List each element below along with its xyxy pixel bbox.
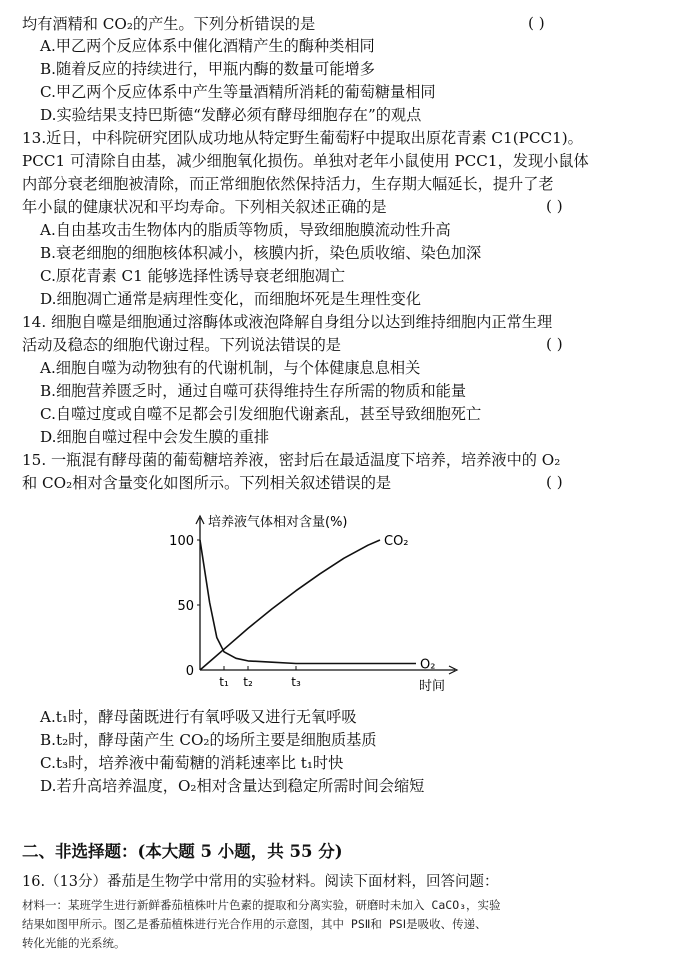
series-line-co2 <box>200 540 380 670</box>
x-tick-label: t₃ <box>291 675 301 689</box>
q13-line-3: 内部分衰老细胞被清除，而正常细胞依然保持活力，生存期大幅延长，提升了老 <box>22 175 554 193</box>
y-tick-label: 100 <box>169 534 194 549</box>
series-label: O₂ <box>420 657 436 673</box>
x-axis-label: 时间 <box>418 679 446 694</box>
q13-answer-paren: ( ) <box>546 197 563 215</box>
q14-line-1: 14. 细胞自噬是细胞通过溶酶体或液泡降解自身组分以达到维持细胞内正常生理 <box>22 313 553 331</box>
q13-option-c: C.原花青素 C1 能够选择性诱导衰老细胞凋亡 <box>40 267 346 285</box>
q16-material-line-3: 转化光能的光系统。 <box>22 936 126 950</box>
series-label: CO₂ <box>384 534 409 549</box>
q12-stem: 均有酒精和 CO₂的产生。下列分析错误的是 <box>22 15 316 33</box>
q12-option-d: D.实验结果支持巴斯德“发酵必须有酵母细胞存在”的观点 <box>40 106 422 124</box>
q13-option-a: A.自由基攻击生物体内的脂质等物质，导致细胞膜流动性升高 <box>40 221 451 239</box>
q15-option-d: D.若升高培养温度，O₂相对含量达到稳定所需时间会缩短 <box>40 777 425 795</box>
q14-option-b: B.细胞营养匮乏时，通过自噬可获得维持生存所需的物质和能量 <box>40 382 467 400</box>
q15-option-a: A.t₁时，酵母菌既进行有氧呼吸又进行无氧呼吸 <box>40 708 357 726</box>
series-line-o2 <box>200 540 416 664</box>
q12-option-b: B.随着反应的持续进行，甲瓶内酶的数量可能增多 <box>40 60 375 78</box>
q13-option-b: B.衰老细胞的细胞核体积减小，核膜内折，染色质收缩、染色加深 <box>40 244 482 262</box>
q13-line-4: 年小鼠的健康状况和平均寿命。下列相关叙述正确的是 <box>22 198 387 216</box>
q15-line-1: 15. 一瓶混有酵母菌的葡萄糖培养液，密封后在最适温度下培养，培养液中的 O₂ <box>22 451 561 469</box>
q13-option-d: D.细胞凋亡通常是病理性变化，而细胞坏死是生理性变化 <box>40 290 421 308</box>
q16-material-line-1: 材料一：某班学生进行新鲜番茄植株叶片色素的提取和分离实验，研磨时未加入 CaCO₃，实验 <box>22 898 501 912</box>
q15-option-c: C.t₃时，培养液中葡萄糖的消耗速率比 t₁时快 <box>40 754 344 772</box>
section-heading: 二、非选择题：(本大题 5 小题，共 55 分) <box>22 842 343 861</box>
y-axis-label: 培养液气体相对含量(%) <box>208 515 348 530</box>
q16-stem: 16.（13分）番茄是生物学中常用的实验材料。阅读下面材料，回答问题： <box>22 874 499 890</box>
q12-option-c: C.甲乙两个反应体系中产生等量酒精所消耗的葡萄糖量相同 <box>40 83 436 101</box>
q15-line-2: 和 CO₂相对含量变化如图所示。下列相关叙述错误的是 <box>22 474 392 492</box>
q14-option-c: C.自噬过度或自噬不足都会引发细胞代谢紊乱，甚至导致细胞死亡 <box>40 405 482 423</box>
q14-option-a: A.细胞自噬为动物独有的代谢机制，与个体健康息息相关 <box>40 359 421 377</box>
q12-answer-paren: ( ) <box>528 14 545 32</box>
q16-material-line-2: 结果如图甲所示。图乙是番茄植株进行光合作用的示意图，其中 PSⅡ和 PSⅠ是吸收、传递、 <box>22 917 487 931</box>
q14-option-d: D.细胞自噬过程中会发生膜的重排 <box>40 428 270 446</box>
q15-option-b: B.t₂时，酵母菌产生 CO₂的场所主要是细胞质基质 <box>40 731 377 749</box>
q14-line-2: 活动及稳态的细胞代谢过程。下列说法错误的是 <box>22 336 341 354</box>
q13-line-2: PCC1 可清除自由基，减少细胞氧化损伤。单独对老年小鼠使用 PCC1，发现小鼠体 <box>22 152 589 170</box>
q12-option-a: A.甲乙两个反应体系中催化酒精产生的酶种类相同 <box>40 37 375 55</box>
x-tick-label: t₂ <box>243 675 253 689</box>
q15-answer-paren: ( ) <box>546 473 563 491</box>
x-tick-label: t₁ <box>219 675 229 689</box>
q14-answer-paren: ( ) <box>546 335 563 353</box>
y-tick-label: 0 <box>185 664 194 679</box>
y-tick-label: 50 <box>177 599 194 614</box>
q13-line-1: 13.近日，中科院研究团队成功地从特定野生葡萄籽中提取出原花青素 C1(PCC1)。 <box>22 129 583 147</box>
gas-content-chart <box>0 500 692 700</box>
